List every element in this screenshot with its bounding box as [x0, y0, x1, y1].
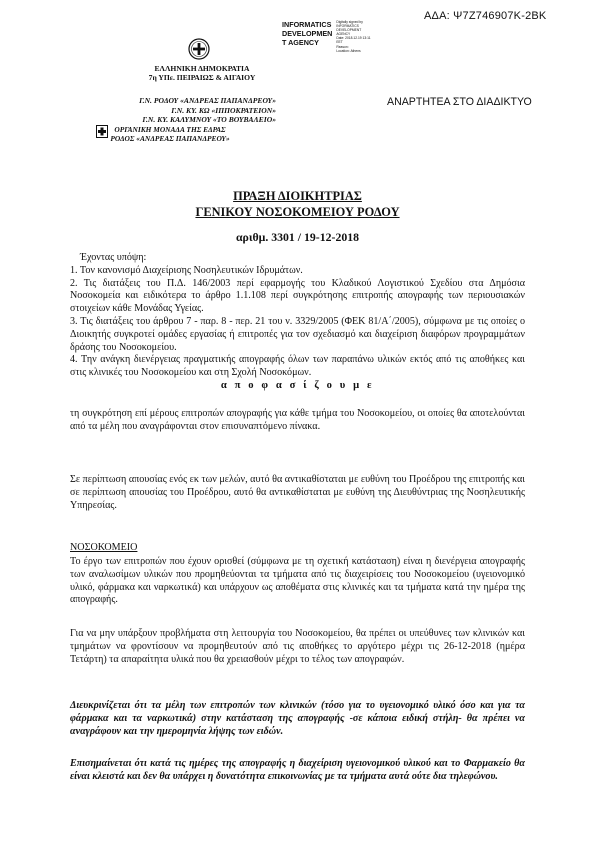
paragraph-supplies: Για να μην υπάρξουν προβλήματα στη λειτουργία του Νοσοκομείου, θα πρέπει οι υπεύθυνες των κλινικών και τμημάτων να φροντίσουν να προμηθευτούν από τις αποθήκες το αργότερο μέχρι τις 26-12-2018 (ημέρα Τετάρτη) τα απαραίτητα υλικά που θα χρειασθούν μέχρι το τέλος των απογραφών.: [70, 628, 525, 665]
stamp-detail: Digitally signed by: [336, 20, 363, 24]
stamp-detail: EET: [336, 40, 343, 45]
decision-heading: α π ο φ α σ ί ζ ο υ μ ε: [220, 380, 375, 391]
health-region: 7η ΥΠε. ΠΕΙΡΑΙΩΣ & ΑΙΓΑΙΟΥ: [148, 73, 256, 83]
stamp-detail: INFORMATICS: [336, 24, 359, 29]
ada-code: ΑΔΑ: Ψ7Ζ746907Κ-2ΒΚ: [424, 10, 547, 22]
republic-name: ΕΛΛΗΝΙΚΗ ΔΗΜΟΚΡΑΤΙΑ: [154, 64, 250, 73]
title-line: ΓΕΝΙΚΟΥ ΝΟΣΟΚΟΜΕΙΟΥ ΡΟΔΟΥ: [195, 205, 400, 219]
greek-emblem-icon: [188, 38, 210, 60]
consideration-item: 2. Τις διατάξεις του Π.Δ. 146/2003 περί εφαρμογής του Κλαδικού Λογιστικού Σχεδίου στα Δημόσια Νοσοκομεία και ειδικότερα το άρθρο 1.1.108 περί συγκρότησης επιτροπής απογραφής των περιουσιακών στοιχείων κάθε Μονάδας Υγείας.: [70, 277, 525, 315]
paragraph-task: Το έργο των επιτροπών που έχουν ορισθεί (σύμφωνα με τη σχετική κατάσταση) είναι η διενέργεια απογραφής των αναλωσίμων υλικών που προμηθεύονται τα τμήματα από τις διαχειρίσεις του Νοσοκομείου (υγειονομικό υλικό, φάρμακα και ναρκωτικά) και υπάρχουν ως αποθέματα στις κλινικές και τα τμήματα κατά την ημέρα της απογραφής.: [70, 556, 525, 606]
org-unit-line: ΡΟΔΟΣ «ΑΝΔΡΕΑΣ ΠΑΠΑΝΔΡΕΟΥ»: [110, 134, 230, 144]
considerations: [70, 252, 525, 380]
hospital-list: [104, 96, 276, 125]
stamp-detail: Date: 2018.12.19 13:11: [336, 36, 371, 41]
stamp-detail: Location: Athens: [336, 48, 361, 53]
organizational-unit: [110, 125, 230, 144]
hospital-name: Γ.Ν. ΚΥ. ΚΑΛΥΜΝΟΥ «ΤΟ ΒΟΥΒΑΛΕΙΟ»: [142, 115, 276, 125]
considering-intro: Έχοντας υπόψη:: [80, 252, 147, 263]
org-unit-line: ΟΡΓΑΝΙΚΗ ΜΟΝΑΔΑ ΤΗΣ ΕΔΡΑΣ: [114, 125, 226, 134]
consideration-item: 4. Την ανάγκη διενέργειας πραγματικής απογραφής όλων των παραπάνω υλικών εκτός από τις αποθήκες και στις κλινικές του Νοσοκομείου και στη Σχολή Νοσοκόμων.: [70, 354, 525, 379]
stamp-line: DEVELOPMEN: [282, 29, 333, 38]
hospital-heading: ΝΟΣΟΚΟΜΕΙΟ: [70, 542, 138, 553]
stamp-line: INFORMATICS: [282, 20, 332, 29]
digital-signature-stamp: [282, 20, 372, 53]
stamp-detail: Reason:: [336, 44, 349, 49]
hospital-name: Γ.Ν. ΡΟΔΟΥ «ΑΝΔΡΕΑΣ ΠΑΠΑΝΔΡΕΟΥ»: [139, 96, 276, 105]
paragraph-committees: τη συγκρότηση επί μέρους επιτροπών απογραφής για κάθε τμήμα του Νοσοκομείου, οι οποίες θα αποτελούνται από τα μέλη που αναγράφονται στον επισυναπτόμενο πίνακα.: [70, 408, 525, 432]
hospital-logo-icon: [96, 125, 108, 138]
stamp-detail: DEVELOPMENT AGENCY: [336, 28, 362, 37]
consideration-item: 1. Τον κανονισμό Διαχείρισης Νοσηλευτικών Ιδρυμάτων.: [70, 264, 303, 276]
document-number: αριθμ. 3301 / 19-12-2018: [235, 230, 360, 244]
issuer-header: [118, 64, 286, 83]
paragraph-absence: Σε περίπτωση απουσίας ενός εκ των μελών, αυτό θα αντικαθίσταται με ευθύνη του Προέδρου της επιτροπής και σε περίπτωση απουσίας του Προέδρου, αυτό θα αντικαθίσταται με ευθύνη της Διευθύντριας της Νοσηλευτικής Υπηρεσίας.: [70, 474, 525, 511]
section-heading: [70, 542, 525, 555]
title-line: ΠΡΑΞΗ ΔΙΟΙΚΗΤΡΙΑΣ: [233, 189, 362, 203]
paragraph-notice: Επισημαίνεται ότι κατά τις ημέρες της απογραφής η διαχείριση υγειονομικού υλικού και το Φαρμακείο θα είναι κλειστά και δεν θα υπάρχει η δυνατότητα επικοινωνίας με τα τμήματα αυτά ούτε δια τηλεφώνου.: [70, 758, 525, 782]
stamp-line: T AGENCY: [282, 38, 319, 47]
consideration-item: 3. Τις διατάξεις του άρθρου 7 - παρ. 8 - περ. 21 του ν. 3329/2005 (ΦΕΚ 81/Α΄/2005), σύμφωνα με τις οποίες ο Διοικητής συγκροτεί ομάδες εργασίας ή επιτροπές για τον σχεδιασμό και διαχείριση διαφόρων προγραμμάτων δράσης του Νοσοκομείου.: [70, 315, 525, 353]
paragraph-clarification: Διευκρινίζεται ότι τα μέλη των επιτροπών των κλινικών (τόσο για το υγειονομικό υλικό όσο και για τα φάρμακα και τα ναρκωτικά) στην κατάσταση της απογραφής -σε κάποια ειδική στήλη- θα πρέπει να αναγράφουν και την ημερομηνία λήψης των ειδών.: [70, 700, 525, 737]
hospital-name: Γ.Ν. ΚΥ. ΚΩ «ΙΠΠΟΚΡΑΤΕΙΟΝ»: [171, 105, 276, 115]
posted-online-notice: ΑΝΑΡΤΗΤΕΑ ΣΤΟ ΔΙΑΔΙΚΤΥΟ: [387, 96, 532, 108]
document-title: [70, 188, 525, 220]
